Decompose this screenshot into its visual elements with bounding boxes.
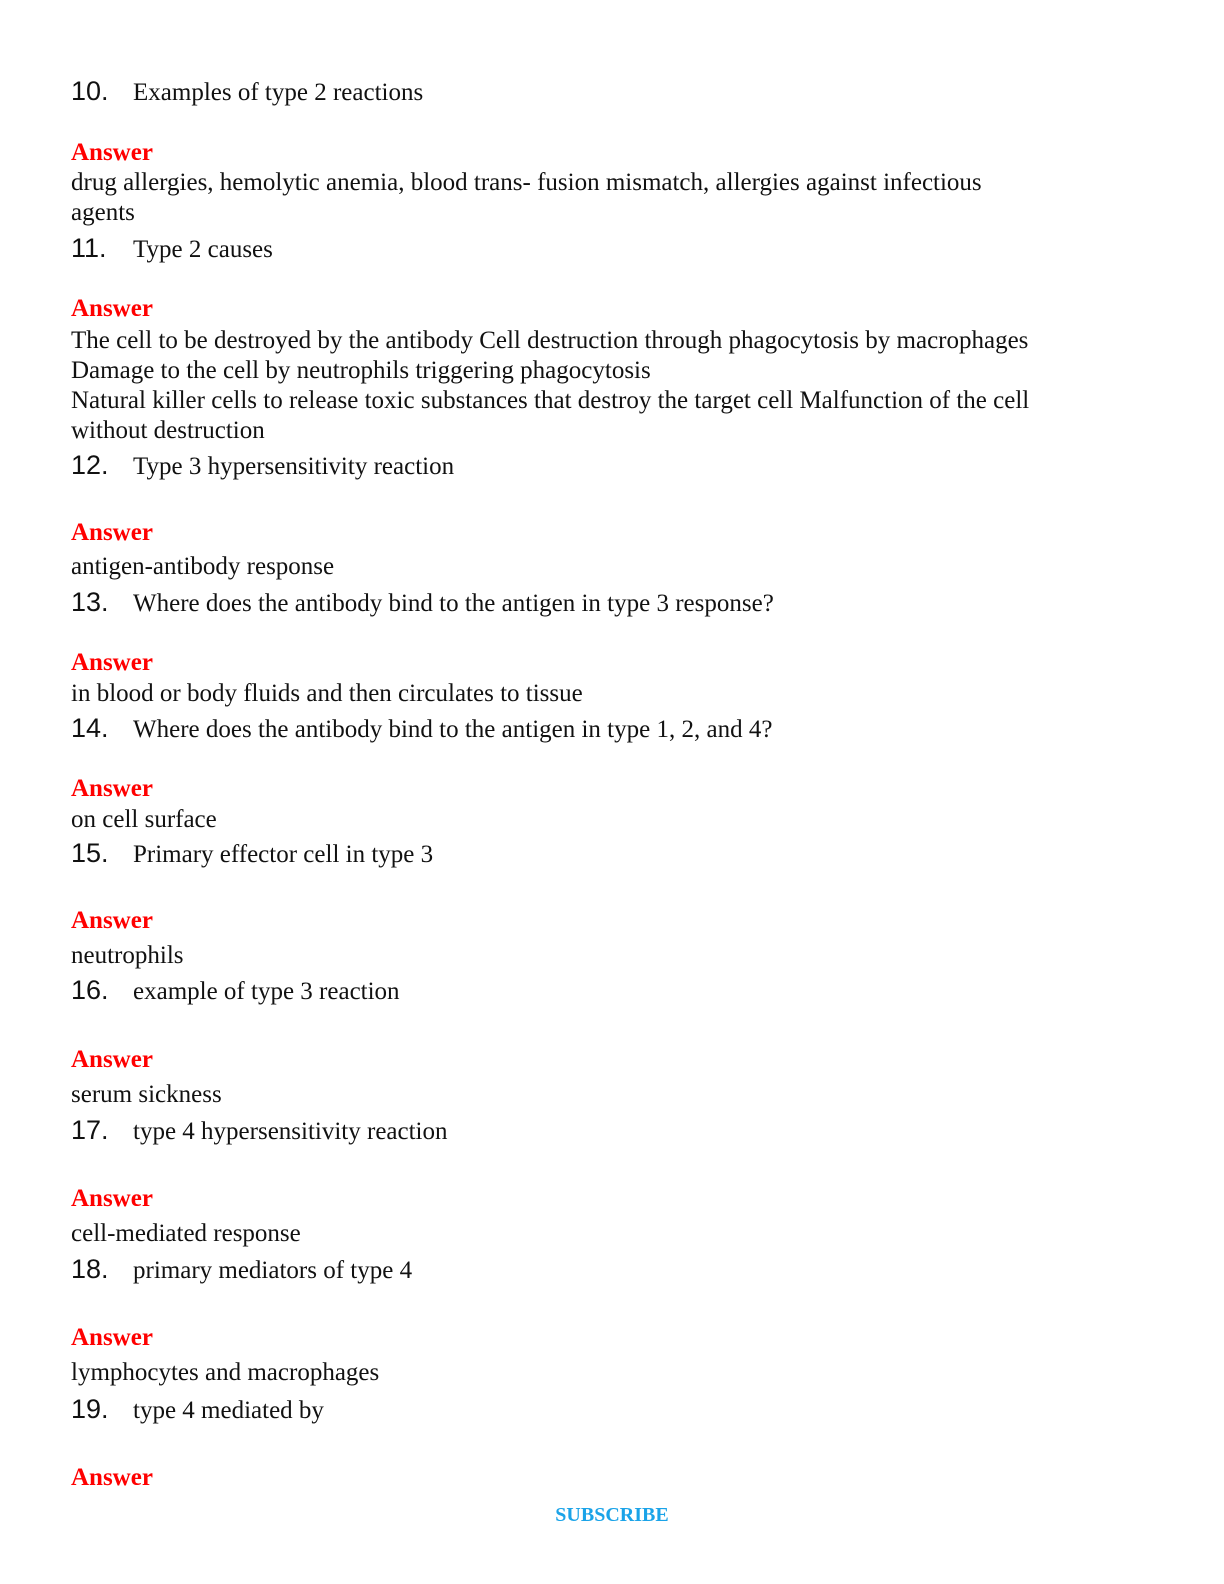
answer-label-18: Answer (71, 1324, 153, 1351)
answer-label-19: Answer (71, 1464, 153, 1491)
answer-line: Damage to the cell by neutrophils triggering phagocytosis (71, 357, 651, 384)
question-14 (71, 713, 772, 745)
question-number: 17. (71, 1115, 109, 1145)
question-11 (71, 233, 273, 265)
answer-text-14 (71, 805, 1151, 835)
question-13 (71, 587, 774, 619)
question-number: 15. (71, 838, 109, 868)
answer-line: on cell surface (71, 806, 217, 833)
question-number: 18. (71, 1254, 109, 1284)
question-text: example of type 3 reaction (133, 978, 400, 1005)
answer-label-11: Answer (71, 295, 153, 322)
answer-line: neutrophils (71, 942, 184, 969)
question-number: 13. (71, 587, 109, 617)
answer-text-12 (71, 552, 1151, 582)
question-15 (71, 838, 433, 870)
answer-label-15: Answer (71, 907, 153, 934)
question-number: 10. (71, 76, 109, 106)
question-number: 19. (71, 1394, 109, 1424)
answer-line: Natural killer cells to release toxic substances that destroy the target cell Malfunction of the cell (71, 387, 1030, 414)
answer-line: The cell to be destroyed by the antibody Cell destruction through phagocytosis by macrophages (71, 327, 1029, 354)
answer-text-10 (71, 168, 1151, 228)
answer-text-13 (71, 679, 1151, 709)
question-18 (71, 1254, 412, 1286)
answer-label-17: Answer (71, 1185, 153, 1212)
answer-line: lymphocytes and macrophages (71, 1359, 380, 1386)
answer-line: drug allergies, hemolytic anemia, blood trans- fusion mismatch, allergies against infectious (71, 169, 982, 196)
question-number: 11. (71, 233, 107, 263)
answer-label-10: Answer (71, 139, 153, 166)
question-text: Examples of type 2 reactions (133, 79, 424, 106)
question-text: type 4 mediated by (133, 1397, 324, 1424)
answer-text-18 (71, 1358, 1151, 1388)
answer-label-12: Answer (71, 519, 153, 546)
answer-label-13: Answer (71, 649, 153, 676)
question-text: Where does the antibody bind to the antigen in type 1, 2, and 4? (133, 716, 773, 743)
answer-line: agents (71, 199, 135, 226)
answer-text-11 (71, 326, 1151, 446)
question-number: 14. (71, 713, 109, 743)
question-text: Type 3 hypersensitivity reaction (133, 453, 455, 480)
question-19 (71, 1394, 324, 1426)
question-10 (71, 76, 423, 108)
answer-text-17 (71, 1219, 1151, 1249)
answer-line: serum sickness (71, 1081, 222, 1108)
question-16 (71, 975, 400, 1007)
answer-line: in blood or body fluids and then circulates to tissue (71, 680, 583, 707)
subscribe-link[interactable]: SUBSCRIBE (555, 1504, 669, 1526)
question-number: 16. (71, 975, 109, 1005)
answer-label-14: Answer (71, 775, 153, 802)
question-17 (71, 1115, 448, 1147)
question-text: primary mediators of type 4 (133, 1257, 413, 1284)
answer-text-16 (71, 1080, 1151, 1110)
answer-line: antigen-antibody response (71, 553, 335, 580)
answer-line: without destruction (71, 417, 265, 444)
question-text: Type 2 causes (133, 236, 273, 263)
answer-line: cell-mediated response (71, 1220, 301, 1247)
question-12 (71, 450, 454, 482)
answer-text-15 (71, 941, 1151, 971)
question-number: 12. (71, 450, 109, 480)
question-text: Primary effector cell in type 3 (133, 841, 434, 868)
question-text: type 4 hypersensitivity reaction (133, 1118, 448, 1145)
answer-label-16: Answer (71, 1046, 153, 1073)
question-text: Where does the antibody bind to the antigen in type 3 response? (133, 590, 774, 617)
